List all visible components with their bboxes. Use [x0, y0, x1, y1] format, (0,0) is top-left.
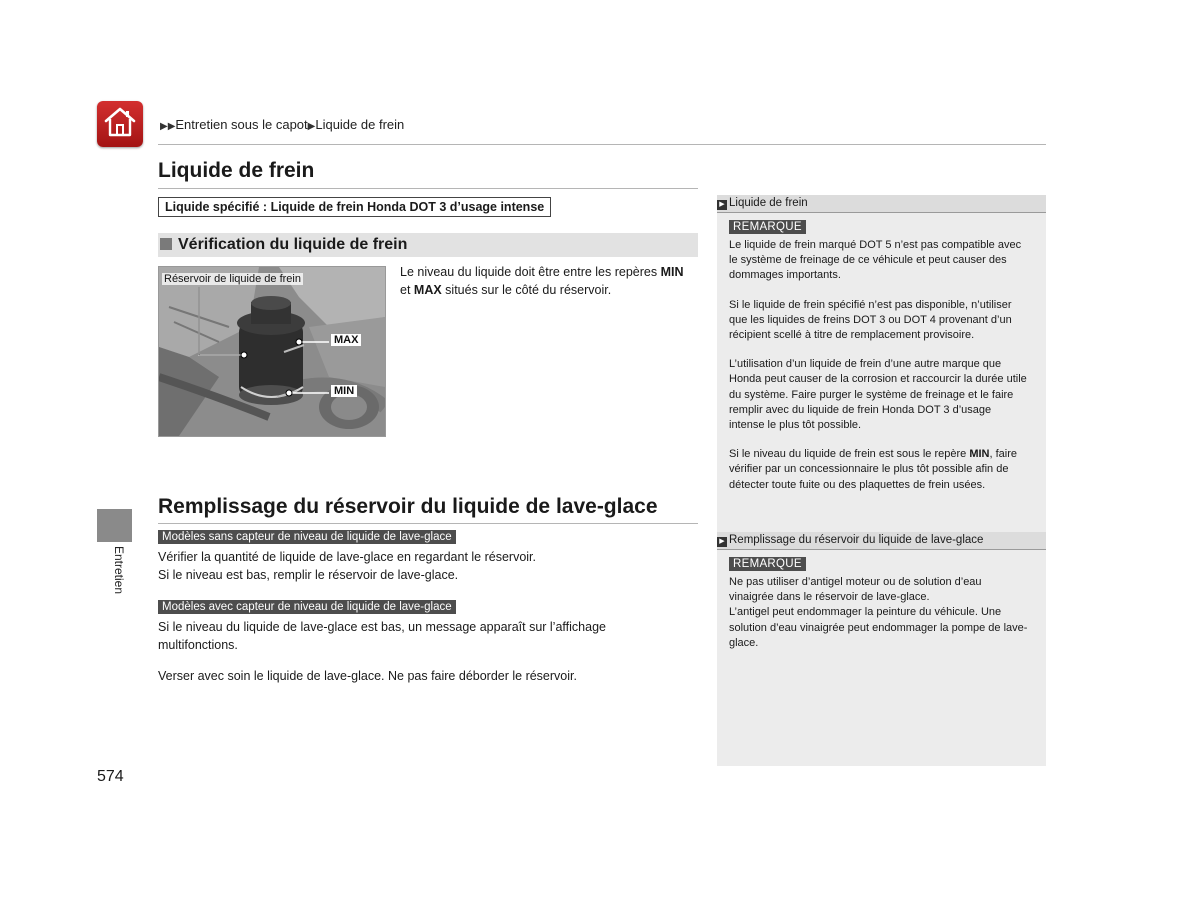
remarque-badge: REMARQUE — [729, 557, 806, 571]
note-paragraph: Si le liquide de frein spécifié n’est pas disponible, n’utiliser que les liquides de freins DOT 3 ou DOT 4 provenant d’un récipient scellé à titre de remplacement provisoire. — [729, 298, 1012, 342]
home-icon — [103, 106, 137, 143]
header-divider — [158, 144, 1046, 145]
sidebar-divider — [717, 549, 1046, 550]
note-text: , faire vérifier par un concessionnaire le plus tôt possible afin de détecter toute fuite ou des plaquettes de frein usées. — [729, 448, 1018, 491]
title-underline — [158, 523, 698, 524]
level-text-part: et — [400, 283, 414, 297]
section-title-brake-fluid: Liquide de frein — [158, 159, 315, 182]
reference-arrow-icon: ▶ — [717, 537, 727, 547]
sidebar-divider — [717, 212, 1046, 213]
page-number: 574 — [97, 768, 124, 785]
brake-notes — [729, 238, 1029, 507]
chapter-label: Entretien — [112, 546, 126, 595]
level-instruction — [400, 263, 700, 299]
breadcrumb — [160, 117, 404, 132]
model-tag-with-sensor: Modèles avec capteur de niveau de liquide de lave-glace — [158, 600, 456, 614]
sidebar-heading-washer — [717, 532, 1046, 549]
square-bullet-icon — [160, 238, 172, 250]
level-text-part: situés sur le côté du réservoir. — [441, 283, 612, 297]
note-paragraph: L’utilisation d’un liquide de frein d’une autre marque que Honda peut causer de la corrosion et raccourcir la durée utile du système. Faire purger le système de freinage et le faire remplir avec du liquide de frein Honda DOT 3 d’usage intense le plus tôt possible. — [729, 358, 1027, 432]
washer-notes — [729, 575, 1029, 651]
breadcrumb-arrow-icon: ▶ — [307, 121, 316, 132]
section-title-washer-fluid: Remplissage du réservoir du liquide de lave-glace — [158, 495, 658, 518]
model-tag-without-sensor: Modèles sans capteur de niveau de liquide de lave-glace — [158, 530, 456, 544]
washer-text-line: Si le niveau est bas, remplir le réservoir de lave-glace. — [158, 568, 459, 582]
sidebar-heading-label: Remplissage du réservoir du liquide de lave-glace — [729, 534, 984, 546]
washer-text-line: Vérifier la quantité de liquide de lave-glace en regardant le réservoir. — [158, 550, 537, 564]
sidebar-heading-label: Liquide de frein — [729, 197, 808, 209]
min-label: MIN — [331, 385, 357, 397]
level-text-part: Le niveau du liquide doit être entre les repères — [400, 265, 661, 279]
title-underline — [158, 188, 698, 189]
remarque-badge: REMARQUE — [729, 220, 806, 234]
note-paragraph: L’antigel peut endommager la peinture du véhicule. Une solution d’eau vinaigrée peut endommager la pompe de lave-glace. — [729, 606, 1028, 649]
max-mark: MAX — [413, 283, 442, 297]
sidebar-heading-brake — [717, 195, 1046, 212]
reservoir-label: Réservoir de liquide de frein — [164, 273, 301, 285]
breadcrumb-link-entretien[interactable]: Entretien sous le capot — [175, 117, 308, 132]
washer-sensor-text: Si le niveau du liquide de lave-glace est bas, un message apparaît sur l’affichage multifonctions. — [158, 620, 606, 652]
home-button[interactable] — [97, 101, 143, 147]
washer-fill-text: Verser avec soin le liquide de lave-glace. Ne pas faire déborder le réservoir. — [158, 669, 577, 683]
note-paragraph — [729, 447, 1029, 493]
subheading-label: Vérification du liquide de frein — [178, 236, 408, 253]
subheading-brake-check — [158, 233, 698, 257]
breadcrumb-current: Liquide de frein — [315, 117, 405, 132]
min-mark: MIN — [660, 265, 684, 279]
breadcrumb-arrow-icon: ▶▶ — [160, 121, 176, 132]
specified-fluid-box: Liquide spécifié : Liquide de frein Honda DOT 3 d’usage intense — [158, 197, 551, 217]
note-text: Si le niveau du liquide de frein est sous le repère — [729, 448, 970, 461]
min-mark: MIN — [969, 448, 990, 461]
note-paragraph: Le liquide de frein marqué DOT 5 n’est pas compatible avec le système de freinage de ce véhicule et peut causer des dommages importants. — [729, 239, 1022, 282]
note-paragraph: Ne pas utiliser d’antigel moteur ou de solution d’eau vinaigrée dans le réservoir de lave-glace. — [729, 576, 982, 604]
brake-reservoir-photo — [158, 266, 386, 437]
reference-arrow-icon: ▶ — [717, 200, 727, 210]
max-label: MAX — [331, 334, 361, 346]
washer-check-text — [158, 548, 698, 584]
chapter-tab[interactable] — [97, 509, 132, 542]
